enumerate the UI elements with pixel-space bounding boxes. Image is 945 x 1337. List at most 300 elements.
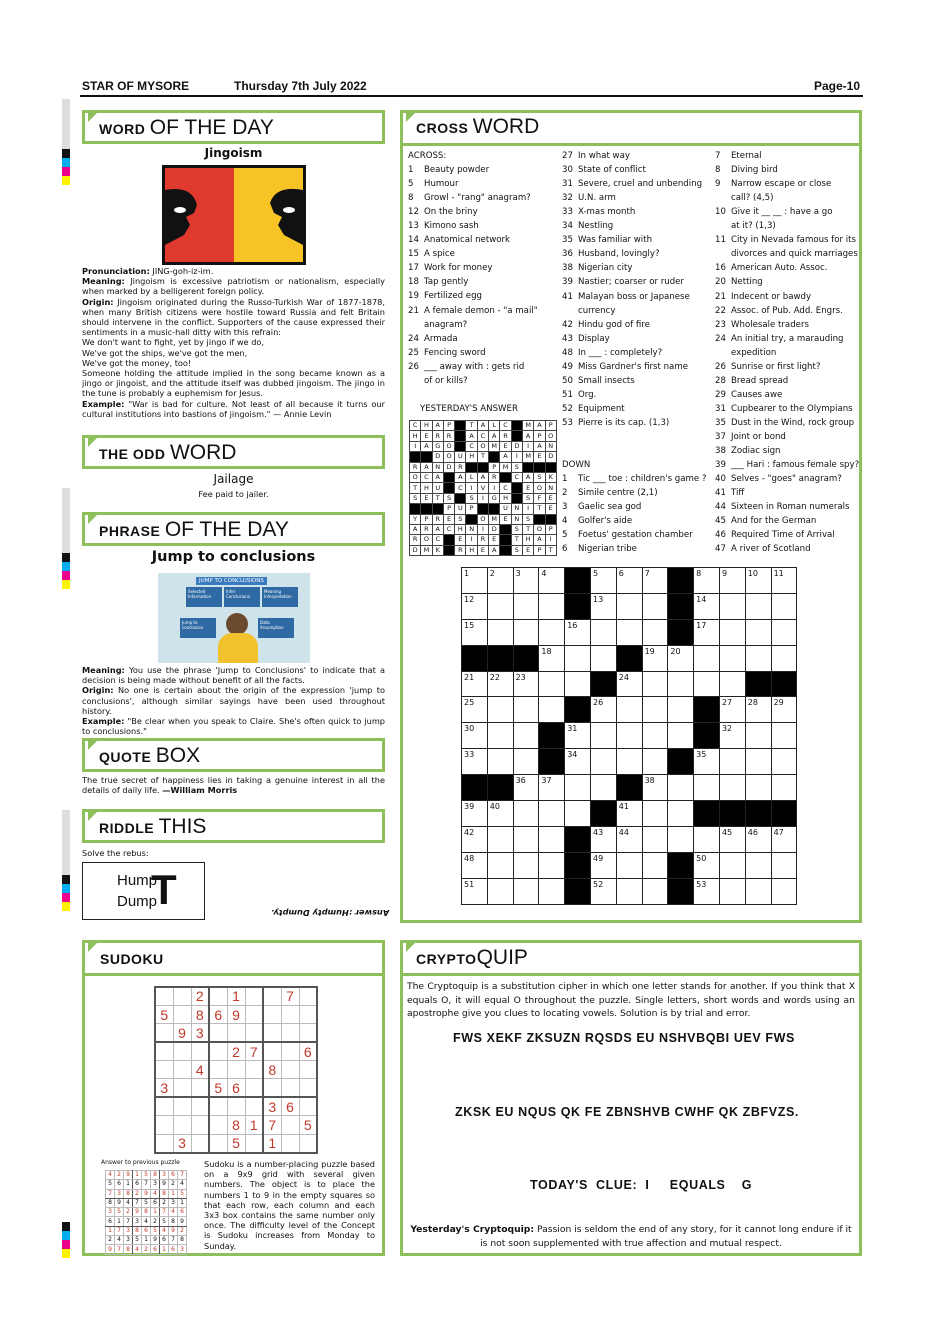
- grid-cell[interactable]: 44: [616, 826, 642, 852]
- sudoku-cell[interactable]: 6: [281, 1097, 299, 1115]
- grid-cell[interactable]: 19: [642, 645, 668, 671]
- grid-cell[interactable]: 28: [745, 697, 771, 723]
- grid-cell[interactable]: [642, 671, 668, 697]
- sudoku-cell[interactable]: 6: [299, 1042, 317, 1060]
- grid-cell[interactable]: [616, 852, 642, 878]
- sudoku-cell[interactable]: [281, 1134, 299, 1152]
- grid-cell[interactable]: [590, 749, 616, 775]
- sudoku-cell[interactable]: 6: [209, 1005, 227, 1023]
- sudoku-cell[interactable]: [227, 1024, 245, 1042]
- previous-answer-cell: 9: [160, 1180, 169, 1189]
- previous-answer-cell: 8: [124, 1189, 133, 1198]
- clue-item: 43 Display: [562, 333, 610, 344]
- grey-bar: [62, 810, 70, 875]
- grid-cell[interactable]: [487, 619, 513, 645]
- grid-cell[interactable]: [745, 878, 771, 904]
- sudoku-cell[interactable]: [263, 1005, 281, 1023]
- grid-cell[interactable]: [616, 749, 642, 775]
- clue-item: 51 Org.: [562, 389, 597, 400]
- sudoku-cell[interactable]: [209, 1097, 227, 1115]
- sudoku-cell[interactable]: [191, 1097, 209, 1115]
- grid-cell[interactable]: 25: [462, 697, 488, 723]
- grid-cell[interactable]: 7: [642, 568, 668, 594]
- grid-cell[interactable]: [642, 593, 668, 619]
- sudoku-cell[interactable]: 3: [191, 1024, 209, 1042]
- previous-answer-cell: 2: [169, 1180, 178, 1189]
- black-cell: [539, 723, 565, 749]
- sudoku-cell[interactable]: [155, 1024, 173, 1042]
- grid-cell[interactable]: [616, 723, 642, 749]
- grid-cell[interactable]: 10: [745, 568, 771, 594]
- todays-clue: TODAY'S CLUE: I EQUALS G: [530, 1178, 753, 1192]
- grid-cell[interactable]: [771, 878, 797, 904]
- grid-cell[interactable]: [745, 619, 771, 645]
- answer-cell: A: [534, 441, 545, 451]
- grid-cell[interactable]: 33: [462, 749, 488, 775]
- grid-cell[interactable]: [487, 593, 513, 619]
- grid-cell[interactable]: 9: [719, 568, 745, 594]
- sudoku-cell[interactable]: 6: [227, 1079, 245, 1097]
- clue-item: 8 Growl - "rang" anagram?: [408, 193, 531, 204]
- previous-answer-cell: 2: [106, 1236, 115, 1245]
- grid-cell[interactable]: 15: [462, 619, 488, 645]
- sudoku-cell[interactable]: [191, 1042, 209, 1060]
- previous-answer-cell: 3: [160, 1171, 169, 1180]
- grid-cell[interactable]: [745, 749, 771, 775]
- sudoku-cell[interactable]: 8: [263, 1061, 281, 1079]
- previous-answer-cell: 3: [124, 1226, 133, 1235]
- grid-cell[interactable]: [694, 775, 720, 801]
- grid-cell[interactable]: 18: [539, 645, 565, 671]
- grid-cell[interactable]: [487, 852, 513, 878]
- sudoku-cell[interactable]: 8: [227, 1116, 245, 1134]
- sudoku-cell[interactable]: [299, 1005, 317, 1023]
- grid-cell[interactable]: [590, 775, 616, 801]
- sudoku-cell[interactable]: [227, 1097, 245, 1115]
- riddle-prompt: Solve the rebus:: [82, 848, 149, 858]
- previous-answer-cell: 4: [106, 1171, 115, 1180]
- sudoku-cell[interactable]: 1: [263, 1134, 281, 1152]
- sudoku-cell[interactable]: [281, 1005, 299, 1023]
- grid-cell[interactable]: [719, 619, 745, 645]
- grid-cell[interactable]: 51: [462, 878, 488, 904]
- sudoku-cell[interactable]: [299, 1097, 317, 1115]
- grid-cell[interactable]: 53: [694, 878, 720, 904]
- grid-cell[interactable]: [668, 723, 694, 749]
- grid-cell[interactable]: [513, 801, 539, 827]
- answer-cell: R: [477, 535, 488, 545]
- riddle-answer-upside-down: Answer :Humpty Dumpty.: [271, 908, 390, 919]
- sudoku-cell[interactable]: [155, 1042, 173, 1060]
- grid-cell[interactable]: [539, 697, 565, 723]
- grid-cell[interactable]: 4: [539, 568, 565, 594]
- grid-cell[interactable]: [745, 723, 771, 749]
- grid-cell[interactable]: [719, 645, 745, 671]
- sudoku-cell[interactable]: [173, 987, 191, 1005]
- person-body: [218, 633, 258, 663]
- grid-cell[interactable]: [642, 723, 668, 749]
- grid-cell[interactable]: [719, 878, 745, 904]
- grid-cell[interactable]: 22: [487, 671, 513, 697]
- grid-cell[interactable]: [642, 801, 668, 827]
- grid-cell[interactable]: 41: [616, 801, 642, 827]
- sudoku-cell[interactable]: [209, 1042, 227, 1060]
- answer-cell: S: [522, 493, 533, 503]
- grid-cell[interactable]: 24: [616, 671, 642, 697]
- grid-cell[interactable]: 38: [642, 775, 668, 801]
- wotd-body: Pronunciation: JING-goh-iz-im. Meaning: Jingoism is excessive patriotism or nationalism, especially when marked by a belligerent foreign policy. Origin: Jingoism originated during the Russo-Turkish War of 1877-1878, when many British citizens were hostile toward Russia and felt Britain should intervene in the conflict. Supporters of the cause expressed their sentiments in a music-hall ditty with this refrain: We don't want to fight, yet by jingo if we do, We've got the ships, we've got the men, We've got the money, too! Someone holding the attitude implied in the song became known as a jingo or jingoist, and the attitude itself was dubbed jingoism. The jingo in the tune is probably a euphemism for Jesus. Example: "War is bad for culture. Not least of all because it turns our cultural institutions into bastions of jingoism." — Annie Levin: [82, 266, 386, 419]
- grid-cell[interactable]: 16: [565, 619, 591, 645]
- grid-cell[interactable]: [513, 852, 539, 878]
- grid-cell[interactable]: 48: [462, 852, 488, 878]
- sudoku-cell[interactable]: 8: [191, 1005, 209, 1023]
- grid-cell[interactable]: 52: [590, 878, 616, 904]
- sudoku-cell[interactable]: [227, 1061, 245, 1079]
- clue-item: 7 Eternal: [715, 151, 762, 161]
- answer-cell: S: [534, 472, 545, 482]
- grid-cell[interactable]: [745, 593, 771, 619]
- grid-cell[interactable]: [642, 619, 668, 645]
- grid-cell[interactable]: [771, 723, 797, 749]
- sudoku-cell[interactable]: 3: [263, 1097, 281, 1115]
- sudoku-cell[interactable]: 5: [155, 1005, 173, 1023]
- grid-cell[interactable]: [487, 826, 513, 852]
- grid-cell[interactable]: [771, 593, 797, 619]
- black-cell: [668, 593, 694, 619]
- grid-cell[interactable]: [719, 775, 745, 801]
- grid-cell[interactable]: 49: [590, 852, 616, 878]
- sudoku-cell[interactable]: [245, 1061, 263, 1079]
- grid-cell[interactable]: [668, 671, 694, 697]
- grid-cell[interactable]: [513, 749, 539, 775]
- header-rule: [80, 95, 863, 97]
- answer-cell: H: [455, 524, 466, 534]
- grid-cell[interactable]: [487, 723, 513, 749]
- grid-cell[interactable]: 17: [694, 619, 720, 645]
- answer-cell: T: [410, 483, 421, 493]
- clue-item: 39 ___ Hari : famous female spy?: [715, 460, 860, 471]
- black-cell: [590, 801, 616, 827]
- phrase-title: PHRASE OF THE DAY: [99, 518, 289, 541]
- grid-cell[interactable]: 35: [694, 749, 720, 775]
- grid-cell[interactable]: 8: [694, 568, 720, 594]
- sudoku-cell[interactable]: 9: [227, 1005, 245, 1023]
- grid-cell[interactable]: [668, 697, 694, 723]
- sudoku-cell[interactable]: [155, 1116, 173, 1134]
- sudoku-cell[interactable]: [245, 987, 263, 1005]
- sudoku-cell[interactable]: [173, 1097, 191, 1115]
- answer-cell: M: [522, 452, 533, 462]
- grid-cell[interactable]: 30: [462, 723, 488, 749]
- sudoku-cell[interactable]: [173, 1005, 191, 1023]
- sudoku-cell[interactable]: 7: [245, 1042, 263, 1060]
- grid-cell[interactable]: [642, 697, 668, 723]
- sudoku-cell[interactable]: [299, 1079, 317, 1097]
- answer-black-cell: [466, 514, 477, 524]
- sudoku-cell[interactable]: [281, 1116, 299, 1134]
- sudoku-cell[interactable]: [299, 1024, 317, 1042]
- grid-cell[interactable]: [745, 645, 771, 671]
- sudoku-cell[interactable]: [299, 987, 317, 1005]
- sudoku-cell[interactable]: 3: [173, 1134, 191, 1152]
- answer-black-cell: [443, 483, 454, 493]
- grid-cell[interactable]: [487, 749, 513, 775]
- across-label: ACROSS:: [408, 151, 447, 161]
- grid-cell[interactable]: 34: [565, 749, 591, 775]
- grid-cell[interactable]: [616, 697, 642, 723]
- grid-cell[interactable]: 13: [590, 593, 616, 619]
- previous-answer-cell: 5: [142, 1171, 151, 1180]
- grid-cell[interactable]: [642, 826, 668, 852]
- corner-triangle: [88, 741, 97, 750]
- grid-cell[interactable]: [513, 723, 539, 749]
- sudoku-cell[interactable]: 7: [281, 987, 299, 1005]
- grid-cell[interactable]: 26: [590, 697, 616, 723]
- sudoku-cell[interactable]: [173, 1116, 191, 1134]
- grid-cell[interactable]: [616, 878, 642, 904]
- black-mark: [62, 875, 70, 884]
- sudoku-cell[interactable]: [173, 1079, 191, 1097]
- grid-cell[interactable]: 23: [513, 671, 539, 697]
- sudoku-cell[interactable]: 5: [227, 1134, 245, 1152]
- clue-item: 21 Indecent or bawdy: [715, 291, 812, 302]
- sudoku-cell[interactable]: 7: [263, 1116, 281, 1134]
- sudoku-cell[interactable]: 2: [191, 987, 209, 1005]
- grid-cell[interactable]: 12: [462, 593, 488, 619]
- grid-cell[interactable]: [565, 671, 591, 697]
- grid-cell[interactable]: [590, 723, 616, 749]
- sudoku-cell[interactable]: [191, 1134, 209, 1152]
- grid-cell[interactable]: [616, 619, 642, 645]
- grid-cell[interactable]: 5: [590, 568, 616, 594]
- clue-item: 46 Required Time of Arrival: [715, 530, 835, 541]
- clue-item: 30 State of conflict: [562, 165, 646, 176]
- grid-cell[interactable]: 3: [513, 568, 539, 594]
- sudoku-cell[interactable]: [209, 1116, 227, 1134]
- sudoku-cell[interactable]: [209, 1061, 227, 1079]
- grid-cell[interactable]: [771, 749, 797, 775]
- sudoku-cell[interactable]: 1: [227, 987, 245, 1005]
- clue-item: 48 In ___ : completely?: [562, 347, 663, 358]
- sudoku-cell[interactable]: [281, 1042, 299, 1060]
- answer-cell: C: [443, 524, 454, 534]
- answer-cell: H: [500, 493, 511, 503]
- answer-black-cell: [534, 462, 545, 472]
- grid-cell[interactable]: [719, 593, 745, 619]
- sudoku-cell[interactable]: 3: [155, 1079, 173, 1097]
- sudoku-cell[interactable]: [263, 1024, 281, 1042]
- grid-cell[interactable]: 42: [462, 826, 488, 852]
- grid-cell[interactable]: [642, 852, 668, 878]
- answer-cell: F: [534, 493, 545, 503]
- previous-answer-cell: 5: [151, 1226, 160, 1235]
- sudoku-cell[interactable]: [155, 987, 173, 1005]
- answer-cell: E: [443, 514, 454, 524]
- sudoku-cell[interactable]: [155, 1061, 173, 1079]
- grid-cell[interactable]: 36: [513, 775, 539, 801]
- sudoku-cell[interactable]: [281, 1079, 299, 1097]
- grid-cell[interactable]: 37: [539, 775, 565, 801]
- clue-item: expedition: [731, 347, 777, 358]
- answer-cell: E: [489, 535, 500, 545]
- grid-cell[interactable]: [590, 619, 616, 645]
- sudoku-cell[interactable]: [299, 1134, 317, 1152]
- sudoku-cell[interactable]: 9: [173, 1024, 191, 1042]
- grid-cell[interactable]: [771, 852, 797, 878]
- answer-cell: I: [489, 483, 500, 493]
- black-cell: [668, 878, 694, 904]
- sudoku-cell[interactable]: 4: [191, 1061, 209, 1079]
- sudoku-cell[interactable]: 2: [227, 1042, 245, 1060]
- sudoku-cell[interactable]: [299, 1061, 317, 1079]
- answer-cell: N: [511, 514, 522, 524]
- sudoku-cell[interactable]: [191, 1116, 209, 1134]
- grid-cell[interactable]: 11: [771, 568, 797, 594]
- grid-cell[interactable]: [745, 852, 771, 878]
- sudoku-cell[interactable]: [245, 1097, 263, 1115]
- previous-answer-cell: 7: [133, 1198, 142, 1207]
- previous-answer-cell: 6: [151, 1245, 160, 1254]
- sudoku-cell[interactable]: [281, 1024, 299, 1042]
- grid-cell[interactable]: [642, 878, 668, 904]
- answer-black-cell: [500, 524, 511, 534]
- sudoku-cell[interactable]: [191, 1079, 209, 1097]
- grid-cell[interactable]: [771, 775, 797, 801]
- grid-cell[interactable]: [719, 852, 745, 878]
- grid-cell[interactable]: [539, 671, 565, 697]
- answer-black-cell: [545, 462, 556, 472]
- sudoku-cell[interactable]: [209, 1134, 227, 1152]
- answer-black-cell: [500, 545, 511, 555]
- grid-cell[interactable]: 43: [590, 826, 616, 852]
- grid-cell[interactable]: [513, 697, 539, 723]
- grid-cell[interactable]: [668, 826, 694, 852]
- grid-cell[interactable]: [745, 775, 771, 801]
- grid-cell[interactable]: [539, 878, 565, 904]
- grid-cell[interactable]: 1: [462, 568, 488, 594]
- grid-cell[interactable]: 21: [462, 671, 488, 697]
- grid-cell[interactable]: [616, 593, 642, 619]
- grid-cell[interactable]: [539, 593, 565, 619]
- grid-cell[interactable]: [539, 801, 565, 827]
- grid-cell[interactable]: [694, 826, 720, 852]
- corner-triangle: [88, 438, 97, 447]
- grid-cell[interactable]: 31: [565, 723, 591, 749]
- grid-cell[interactable]: [668, 801, 694, 827]
- sudoku-cell[interactable]: [173, 1061, 191, 1079]
- clue-item: 35 Dust in the Wind, rock group: [715, 417, 855, 428]
- sudoku-cell[interactable]: [281, 1061, 299, 1079]
- sudoku-cell[interactable]: [155, 1134, 173, 1152]
- grid-cell[interactable]: 45: [719, 826, 745, 852]
- clue-item: 20 Netting: [715, 277, 763, 288]
- grid-cell[interactable]: 6: [616, 568, 642, 594]
- answer-black-cell: [455, 441, 466, 451]
- clue-item: 40 Selves - "goes" anagram?: [715, 474, 842, 485]
- sudoku-cell[interactable]: [173, 1042, 191, 1060]
- grid-cell[interactable]: 40: [487, 801, 513, 827]
- grid-cell[interactable]: [668, 775, 694, 801]
- grid-cell[interactable]: [719, 671, 745, 697]
- cryptoquip-title-rule: [400, 973, 862, 976]
- sudoku-cell[interactable]: [209, 987, 227, 1005]
- sudoku-cell[interactable]: [245, 1134, 263, 1152]
- sudoku-cell[interactable]: 1: [245, 1116, 263, 1134]
- grid-cell[interactable]: [539, 852, 565, 878]
- grid-cell[interactable]: 32: [719, 723, 745, 749]
- black-cell: [616, 775, 642, 801]
- grey-bar: [62, 488, 70, 553]
- sudoku-cell[interactable]: [263, 1079, 281, 1097]
- black-mark: [62, 1222, 70, 1231]
- grid-cell[interactable]: [513, 878, 539, 904]
- grid-cell[interactable]: [565, 775, 591, 801]
- grid-cell[interactable]: [513, 593, 539, 619]
- sudoku-cell[interactable]: [263, 987, 281, 1005]
- clue-item: 38 Nigerian city: [562, 263, 633, 274]
- grid-cell[interactable]: [565, 645, 591, 671]
- grid-cell[interactable]: [694, 671, 720, 697]
- grid-cell[interactable]: [539, 619, 565, 645]
- grid-cell[interactable]: [513, 619, 539, 645]
- grid-cell[interactable]: [694, 645, 720, 671]
- clue-item: 52 Equipment: [562, 403, 625, 414]
- grid-cell[interactable]: 29: [771, 697, 797, 723]
- black-cell: [462, 645, 488, 671]
- previous-answer-cell: 4: [151, 1189, 160, 1198]
- grid-cell[interactable]: 14: [694, 593, 720, 619]
- grid-cell[interactable]: 39: [462, 801, 488, 827]
- answer-cell: E: [522, 545, 533, 555]
- sudoku-cell[interactable]: [155, 1097, 173, 1115]
- sudoku-cell[interactable]: [245, 1079, 263, 1097]
- sudoku-cell[interactable]: 5: [209, 1079, 227, 1097]
- black-cell: [539, 749, 565, 775]
- grid-cell[interactable]: [771, 619, 797, 645]
- answer-cell: T: [545, 545, 556, 555]
- corner-triangle: [406, 113, 415, 122]
- clue-item: 33 X-mas month: [562, 207, 636, 218]
- grid-cell[interactable]: [771, 645, 797, 671]
- answer-cell: C: [432, 535, 443, 545]
- grid-cell[interactable]: 27: [719, 697, 745, 723]
- grid-cell[interactable]: 20: [668, 645, 694, 671]
- grid-cell[interactable]: 2: [487, 568, 513, 594]
- sudoku-cell[interactable]: 5: [299, 1116, 317, 1134]
- grid-cell[interactable]: [590, 645, 616, 671]
- answer-cell: E: [534, 452, 545, 462]
- grid-cell[interactable]: [487, 697, 513, 723]
- grid-cell[interactable]: [642, 749, 668, 775]
- clue-item: 31 Severe, cruel and unbending: [562, 179, 703, 190]
- grid-cell[interactable]: [513, 826, 539, 852]
- sudoku-cell[interactable]: [209, 1024, 227, 1042]
- sudoku-cell[interactable]: [263, 1042, 281, 1060]
- grid-cell[interactable]: 46: [745, 826, 771, 852]
- grid-cell[interactable]: 47: [771, 826, 797, 852]
- grid-cell[interactable]: [565, 801, 591, 827]
- grid-cell[interactable]: [487, 878, 513, 904]
- grid-cell[interactable]: [539, 826, 565, 852]
- sudoku-cell[interactable]: [245, 1024, 263, 1042]
- corner-triangle: [406, 943, 415, 952]
- answer-cell: E: [545, 493, 556, 503]
- grid-cell[interactable]: [719, 749, 745, 775]
- answer-cell: R: [432, 514, 443, 524]
- sudoku-cell[interactable]: [245, 1005, 263, 1023]
- clue-item: 47 A river of Scotland: [715, 544, 811, 555]
- grid-cell[interactable]: 50: [694, 852, 720, 878]
